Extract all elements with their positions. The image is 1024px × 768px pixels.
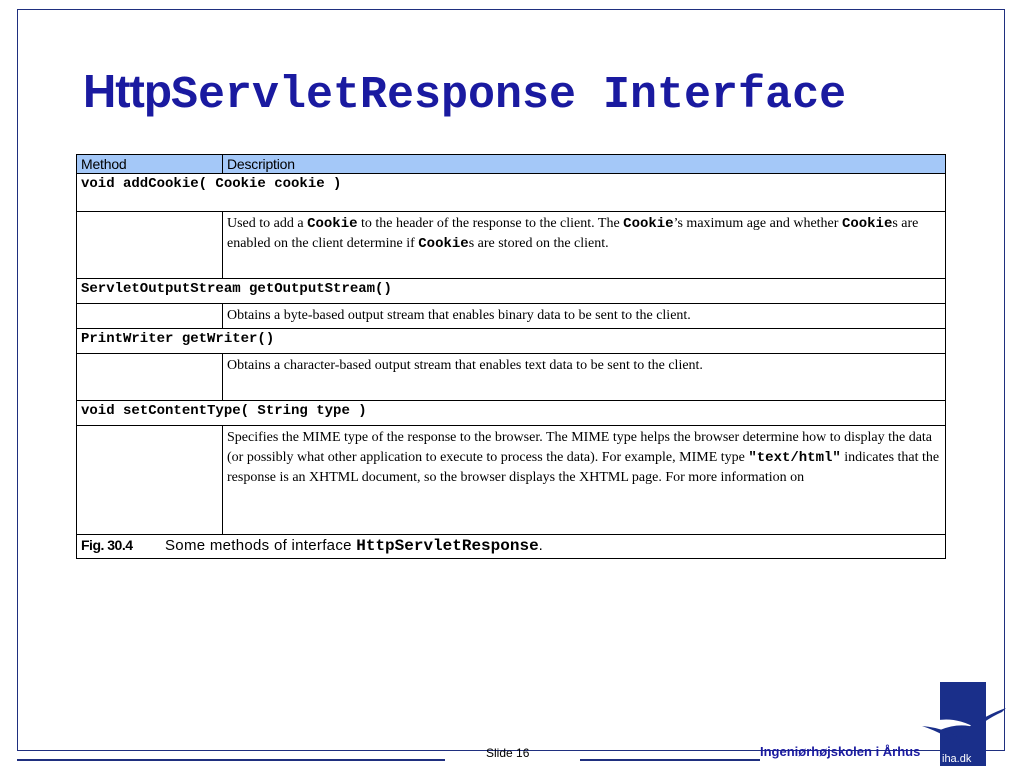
- method-signature: ServletOutputStream getOutputStream(): [77, 279, 946, 304]
- methods-table: [76, 154, 946, 559]
- iha-logo: [918, 682, 1006, 766]
- desc-text: s are enabled on the client determine if: [227, 216, 919, 251]
- title-mono: ServletResponse Interface: [170, 70, 847, 121]
- desc-text: to the header of the response to the client. The: [357, 216, 624, 231]
- desc-code: Cookie: [841, 216, 893, 232]
- slide-title: [83, 64, 846, 121]
- caption-end: .: [538, 537, 544, 554]
- slide-number: Slide 16: [486, 746, 530, 760]
- title-prefix: Http: [83, 65, 171, 117]
- figure-number: Fig. 30.4: [81, 537, 133, 553]
- footer-rule-right: [580, 759, 760, 761]
- figure-caption: [77, 535, 946, 559]
- method-signature: PrintWriter getWriter(): [77, 329, 946, 354]
- desc-text: ’s maximum age and whether: [673, 216, 842, 231]
- empty-cell: [77, 304, 223, 329]
- table-row: [77, 304, 946, 329]
- desc-code: Cookie: [623, 216, 674, 232]
- table-row: [77, 174, 946, 212]
- caption-code: HttpServletResponse: [356, 537, 539, 555]
- method-description: Obtains a byte-based output stream that enables binary data to be sent to the client.: [223, 304, 946, 329]
- method-description: [223, 212, 946, 279]
- table-row: [77, 354, 946, 401]
- table-header-row: [77, 155, 946, 174]
- header-description: Description: [223, 155, 946, 174]
- desc-text: indicates that the response is an XHTML document, so the browser displays the XHTML page. For more information on: [227, 450, 940, 485]
- method-description: Obtains a character-based output stream that enables text data to be sent to the client.: [223, 354, 946, 401]
- desc-text: Specifies the MIME type of the response to the browser. The MIME type helps the browser determine how to display the data (or possibly what other application to execute to process the data). For example, MIME type: [227, 430, 933, 465]
- school-name: Ingeniørhøjskolen i Århus: [760, 744, 921, 759]
- header-method: Method: [77, 155, 223, 174]
- empty-cell: [77, 354, 223, 401]
- method-signature: void addCookie( Cookie cookie ): [77, 174, 946, 212]
- desc-text: Used to add a: [227, 216, 308, 231]
- desc-code: "text/html": [748, 450, 841, 466]
- table-row: [77, 426, 946, 535]
- figure-caption-row: [77, 535, 946, 559]
- desc-code: Cookie: [307, 216, 358, 232]
- table-row: [77, 279, 946, 304]
- table-row: [77, 401, 946, 426]
- desc-code: Cookie: [418, 236, 469, 252]
- caption-text: Some methods of interface: [165, 537, 357, 554]
- empty-cell: [77, 212, 223, 279]
- empty-cell: [77, 426, 223, 535]
- method-description: [223, 426, 946, 535]
- footer-rule-left: [17, 759, 445, 761]
- table-row: [77, 212, 946, 279]
- logo-text: iha.dk: [942, 753, 972, 765]
- table-row: [77, 329, 946, 354]
- method-signature: void setContentType( String type ): [77, 401, 946, 426]
- desc-text: s are stored on the client.: [468, 236, 609, 251]
